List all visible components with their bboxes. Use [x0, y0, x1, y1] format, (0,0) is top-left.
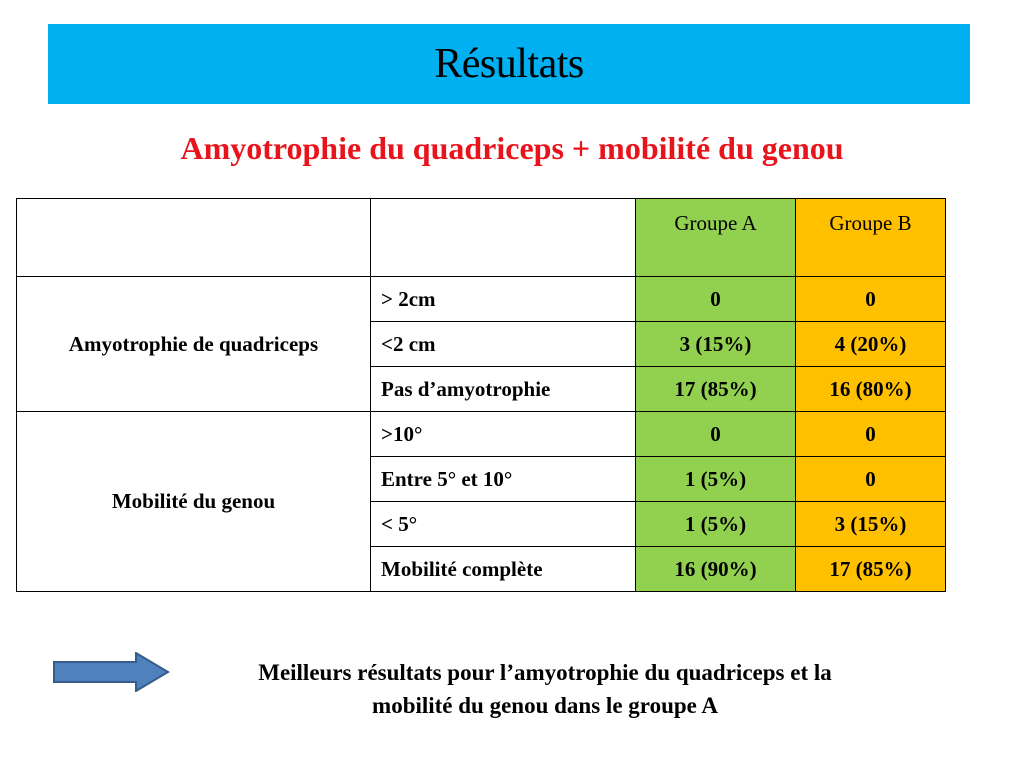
- page-title: Résultats: [434, 41, 584, 87]
- conclusion-line-2: mobilité du genou dans le groupe A: [372, 693, 718, 718]
- criterion-cell: Pas d’amyotrophie: [371, 367, 636, 412]
- conclusion-line-1: Meilleurs résultats pour l’amyotrophie du quadriceps et la: [258, 660, 832, 685]
- groupe-a-cell: 16 (90%): [636, 547, 796, 592]
- conclusion-text: [180, 656, 910, 722]
- groupe-a-cell: 1 (5%): [636, 457, 796, 502]
- groupe-a-cell: 0: [636, 277, 796, 322]
- criterion-cell: Mobilité complète: [371, 547, 636, 592]
- criterion-cell: >10°: [371, 412, 636, 457]
- groupe-a-cell: 0: [636, 412, 796, 457]
- groupe-b-cell: 17 (85%): [796, 547, 946, 592]
- header-groupe-b: Groupe B: [796, 199, 946, 277]
- criterion-cell: < 5°: [371, 502, 636, 547]
- groupe-b-cell: 0: [796, 277, 946, 322]
- groupe-a-cell: 1 (5%): [636, 502, 796, 547]
- groupe-a-cell: 3 (15%): [636, 322, 796, 367]
- slide-subtitle: Amyotrophie du quadriceps + mobilité du genou: [180, 130, 844, 166]
- table-header-row: [17, 199, 946, 277]
- groupe-b-cell: 4 (20%): [796, 322, 946, 367]
- groupe-b-cell: 3 (15%): [796, 502, 946, 547]
- groupe-b-cell: 0: [796, 412, 946, 457]
- header-groupe-a: Groupe A: [636, 199, 796, 277]
- groupe-b-cell: 16 (80%): [796, 367, 946, 412]
- criterion-cell: Entre 5° et 10°: [371, 457, 636, 502]
- results-table: [16, 198, 946, 592]
- groupe-a-cell: 17 (85%): [636, 367, 796, 412]
- groupe-b-cell: 0: [796, 457, 946, 502]
- group-label-mobilite: Mobilité du genou: [17, 412, 371, 592]
- title-bar: [48, 24, 970, 104]
- table-row: [17, 277, 946, 322]
- table-row: [17, 412, 946, 457]
- criterion-cell: <2 cm: [371, 322, 636, 367]
- header-empty-cell-1: [17, 199, 371, 277]
- header-empty-cell-2: [371, 199, 636, 277]
- group-label-amyotrophie: Amyotrophie de quadriceps: [17, 277, 371, 412]
- right-arrow-icon: [52, 652, 170, 692]
- criterion-cell: > 2cm: [371, 277, 636, 322]
